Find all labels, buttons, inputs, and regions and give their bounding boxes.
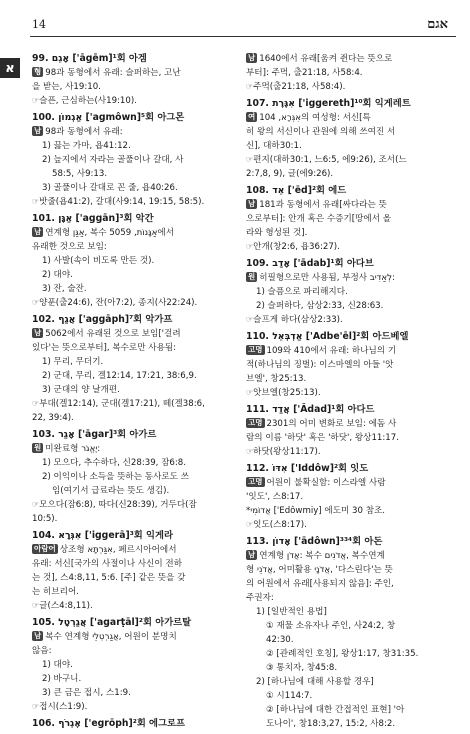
- entry-line: [246, 271, 458, 285]
- entry-headword: 105. אֲגַרְטָל ['agarṭāl]²회 아가르탈: [32, 617, 192, 628]
- entry-line: [246, 661, 458, 675]
- entry-text: 앗브엘(창25:13).: [253, 388, 321, 398]
- entry-line: [246, 212, 458, 226]
- part-of-speech-badge: 형: [34, 67, 42, 76]
- entry-text: 도나이', 창18:3,27, 15:2, 사8:2.: [266, 719, 396, 729]
- hand-pointer-icon: ☞: [246, 82, 254, 91]
- entry-line: [32, 181, 244, 195]
- entry-text: 히 왕의 서신이나 관원에 의해 쓰여진 서: [246, 127, 396, 137]
- entry-text: 주먹(출21:18, 사58:4).: [253, 82, 346, 92]
- entry-text: 1640에서 유래[움켜 쥔다는 뜻으로: [259, 54, 393, 64]
- entry-text: 1) 슬픔으로 파리해지다.: [256, 287, 348, 297]
- entry-text: 1) 무리, 무더기.: [42, 357, 104, 367]
- entry-line: [246, 358, 458, 372]
- entry-line: [246, 417, 458, 431]
- entry-text: *אֲדוֹמִי ['Edôwmiy] 에도미 30 참조.: [246, 506, 386, 516]
- entry-text: 연계형 אֲדֹן: 복수 אֲדֹנִים, 복수연계: [259, 551, 385, 561]
- entry-text: 42:30.: [266, 635, 294, 645]
- entry-text: 으로부터]: 안개 혹은 수증기[땅에서 올: [246, 214, 392, 224]
- entry-text: 연계형 אַגַּן, 복수 אַגָּנוֹת, 5059에서: [45, 228, 175, 238]
- part-of-speech-badge: 남: [34, 328, 42, 337]
- entry-line: [246, 66, 458, 80]
- entry-text: 1) 사발(속이 비도록 만든 것).: [42, 256, 155, 266]
- entry-text: ① 시114:7.: [266, 691, 313, 701]
- dictionary-entry: [246, 97, 458, 181]
- entry-text: 2) 대야.: [42, 270, 73, 280]
- entry-line: [32, 355, 244, 369]
- entry-line: [32, 327, 244, 341]
- entry-text: 부터]: 주먹, 출21:18, 사58:4.: [246, 68, 363, 78]
- entry-line: [32, 543, 244, 557]
- entry-text: 는 히브리어.: [32, 587, 79, 597]
- left-column: [32, 52, 244, 734]
- entry-kjv-reference: [32, 296, 244, 310]
- part-of-speech-badge: 고명: [248, 418, 263, 427]
- entry-line: [246, 647, 458, 661]
- entry-line: [246, 344, 458, 358]
- entry-text: 3) 큰 금은 접시, 스1:9.: [42, 688, 131, 698]
- entry-text: 을 받는, 사19:10.: [32, 82, 101, 92]
- hand-pointer-icon: ☞: [246, 242, 254, 251]
- entry-headword: 111. אֲדַד ['Ădad]¹회 아다드: [246, 404, 375, 415]
- part-of-speech-badge: 고명: [248, 477, 263, 486]
- entry-headword: 108. אֵד ['ēd]²회 에드: [246, 185, 347, 196]
- entry-text: 임(여기서 급료라는 뜻도 생김).: [52, 486, 170, 496]
- entry-line: [246, 703, 458, 717]
- entry-kjv-reference: [246, 80, 458, 94]
- entry-line: [32, 369, 244, 383]
- entry-line: [246, 372, 458, 386]
- entry-text: 형 אֲדֹנֵי, 어미활용 אֲדֹנָי, '다스린다'는 뜻: [246, 565, 393, 575]
- entry-line: [246, 591, 458, 605]
- entry-headword: 104. אִגְּרָא ['iggerā]³회 익게라: [32, 530, 173, 541]
- entry-line: [32, 153, 244, 167]
- entry-line: [32, 686, 244, 700]
- entry-line: [246, 605, 458, 619]
- entry-text: 22, 39:4).: [32, 413, 74, 423]
- entry-text: 1) [일반적인 용법]: [256, 607, 327, 617]
- entry-headword: 99. אָגֵם ['āgēm]¹회 아겜: [32, 53, 147, 64]
- entry-text: 5062에서 유래된 것으로 보임['걸려: [45, 329, 181, 339]
- entry-text: 는 것], 스4:8,11, 5:6. [주] 같은 뜻을 갖: [32, 573, 186, 583]
- entry-line: [246, 52, 458, 66]
- hand-pointer-icon: ☞: [32, 96, 40, 105]
- running-head: אגם: [427, 17, 448, 32]
- entry-text: ② [하나님에 대한 간접적인 표현] '아: [266, 705, 405, 715]
- part-of-speech-badge: 원: [248, 272, 256, 281]
- entry-line: [246, 226, 458, 240]
- entry-line: [246, 689, 458, 703]
- entry-line: [246, 563, 458, 577]
- entry-kjv-reference: [32, 498, 244, 512]
- entry-line: [32, 383, 244, 397]
- entry-line: [246, 476, 458, 490]
- entry-headword: 110. אַדְבְּאֵל ['Adbe'ēl]²회 아드베엘: [246, 331, 409, 342]
- entry-headword: 102. אֲגַף ['aggāph]⁷회 악가프: [32, 314, 173, 325]
- entry-headword: 100. אַגְמוֹן ['agmôwn]⁵회 아그몬: [32, 112, 185, 123]
- entry-text: 의 어원에서 유래[사용되지 않음]: 주인,: [246, 579, 394, 589]
- entry-headword: 103. אָגַר ['āgar]³회 아가르: [32, 429, 157, 440]
- entry-line: [32, 442, 244, 456]
- entry-kjv-reference: [32, 700, 244, 714]
- entry-text: '잇도', 스8:17.: [246, 492, 304, 502]
- entry-line: [32, 254, 244, 268]
- entry-text: ③ 통치자, 창45:8.: [266, 663, 338, 673]
- entry-line: [246, 717, 458, 731]
- entry-kjv-reference: [246, 153, 458, 167]
- entry-line: [32, 268, 244, 282]
- entry-line: [246, 285, 458, 299]
- entry-kjv-reference: [32, 195, 244, 209]
- dictionary-entry: [246, 257, 458, 327]
- entry-line: [32, 470, 244, 484]
- entry-text: 2301의 어미 변화로 보임: 에돔 사: [266, 419, 397, 429]
- entry-text: 밧줄(욥41:2), 갈대(사9:14, 19:15, 58:5).: [39, 197, 205, 207]
- entry-text: 미완료형 יֶאֱגֹר:: [45, 444, 101, 454]
- entry-kjv-reference: [246, 386, 458, 400]
- entry-text: 2) 슬퍼하다, 삼상2:33, 신28:63.: [256, 301, 384, 311]
- entry-line: [246, 198, 458, 212]
- entry-line: [32, 282, 244, 296]
- entry-headword: 106. אֶגְרֹף ['egrōph]²회 에그로프: [32, 718, 185, 729]
- entry-kjv-reference: [246, 313, 458, 327]
- hand-pointer-icon: ☞: [32, 702, 40, 711]
- entry-line: [32, 341, 244, 355]
- dictionary-entry: [32, 616, 244, 714]
- entry-line: [246, 299, 458, 313]
- entry-line: [32, 512, 244, 526]
- entry-text: 98과 동형에서 유래: 슬퍼하는, 고난: [45, 68, 181, 78]
- entry-text: 98과 동형에서 유래:: [45, 127, 123, 137]
- entry-text: 슬픈, 근심하는(사19:10).: [39, 96, 137, 106]
- entry-text: 109와 410에서 유래: 하나님의 기: [266, 346, 397, 356]
- entry-text: 안개(창2:6, 욥36:27).: [253, 242, 340, 252]
- entry-text: ② [관례적인 호칭], 왕상1:17, 창31:35.: [266, 649, 419, 659]
- dictionary-entry: [32, 529, 244, 613]
- entry-line: [32, 644, 244, 658]
- entry-text: 있다'는 뜻으로부터], 복수로만 사용됨:: [32, 343, 177, 353]
- entry-text: 2) 이익이나 소득을 뜻하는 동사로도 쓰: [42, 472, 190, 482]
- entry-headword: 109. אָדַב ['ādab]¹회 아다브: [246, 258, 374, 269]
- entry-line: [32, 484, 244, 498]
- header-rule: [30, 36, 456, 37]
- entry-text: 유래한 것으로 보임:: [32, 242, 107, 252]
- entry-text: 라와 형성된 것].: [246, 228, 308, 238]
- entry-kjv-reference: [246, 240, 458, 254]
- entry-line: [32, 672, 244, 686]
- entry-line: [32, 167, 244, 181]
- entry-line: [246, 633, 458, 647]
- hand-pointer-icon: ☞: [32, 399, 40, 408]
- hand-pointer-icon: ☞: [32, 298, 40, 307]
- entry-line: [32, 80, 244, 94]
- entry-text: 주권자:: [246, 593, 274, 603]
- entry-text: 3) 골풀이나 갈대로 꼰 줄, 욥40:26.: [42, 183, 178, 193]
- entry-text: 양푼(출24:6), 잔(아7:2), 종지(사22:24).: [39, 298, 198, 308]
- entry-headword: 113. אָדוֹן ['ādôwn]³³⁴회 아돈: [246, 536, 383, 547]
- entry-text: 1) 끓는 가마, 욥41:12.: [42, 141, 131, 151]
- hand-pointer-icon: ☞: [246, 447, 254, 456]
- entry-text: 2) [하나님에 대해 사용할 경우]: [256, 677, 374, 687]
- entry-text: 3) 군대의 양 날개편.: [42, 385, 120, 395]
- dictionary-entry: [32, 717, 244, 731]
- entry-text: 3) 잔, 술잔.: [42, 284, 87, 294]
- hand-pointer-icon: ☞: [32, 601, 40, 610]
- entry-text: 접시(스1:9).: [39, 702, 88, 712]
- entry-text: 신], 대하30:1.: [246, 141, 302, 151]
- part-of-speech-badge: 원: [34, 443, 42, 452]
- entry-line: [32, 585, 244, 599]
- entry-text: ① 재물 소유자나 주인, 사24:2, 창: [266, 621, 396, 631]
- part-of-speech-badge: 여: [248, 112, 256, 121]
- hand-pointer-icon: ☞: [246, 388, 254, 397]
- entry-text: 1) 모으다, 추수하다, 신28:39, 잠6:8.: [42, 458, 186, 468]
- entry-text: 유래: 서신[국가의 사절이나 사신이 전하: [32, 559, 183, 569]
- entry-text: 부대(겔12:14), 군대(겔17:21), 떼(겔38:6,: [39, 399, 205, 409]
- entry-text: 모으다(잠6:8), 따다(신28:39), 거두다(잠: [39, 500, 197, 510]
- dictionary-entry: [246, 52, 458, 94]
- part-of-speech-badge: 남: [248, 550, 256, 559]
- entry-text: 않음:: [32, 646, 52, 656]
- entry-line: [32, 240, 244, 254]
- entry-line: [246, 549, 458, 563]
- entry-headword: 112. אִדּוֹ ['Iddôw]²회 잇도: [246, 463, 369, 474]
- entry-headword: 101. אַגָּן ['aggān]³회 악간: [32, 213, 154, 224]
- entry-text: 적(하나님의 징벌): 이스마엘의 아들 '앗: [246, 360, 394, 370]
- entry-text: 브엘', 창25:13.: [246, 374, 307, 384]
- entry-text: 2:7,8, 9), 글(에9:26).: [246, 169, 334, 179]
- entry-text: 2) 바구니.: [42, 674, 82, 684]
- entry-line: [32, 411, 244, 425]
- entry-line: [246, 490, 458, 504]
- entry-line: [246, 167, 458, 181]
- entry-text: 1) 대야.: [42, 660, 73, 670]
- dictionary-entry: [246, 330, 458, 400]
- entry-line: [32, 226, 244, 240]
- dictionary-entry: [32, 111, 244, 209]
- entry-line: [246, 125, 458, 139]
- part-of-speech-badge: 남: [248, 199, 256, 208]
- entry-text: 10:5).: [32, 514, 58, 524]
- dictionary-entry: [246, 184, 458, 254]
- entry-text: 람의 이름 '하닷' 혹은 '하닷', 왕상11:17.: [246, 433, 399, 443]
- entry-kjv-reference: [246, 518, 458, 532]
- page-header: [0, 0, 470, 40]
- entry-text: 2) 늪지에서 자라는 골풀이나 갈대, 사: [42, 155, 184, 165]
- entry-text: 하닷(왕상11:17).: [253, 447, 321, 457]
- entry-line: [32, 456, 244, 470]
- entry-text: 58:5, 사9:13.: [52, 169, 108, 179]
- part-of-speech-badge: 남: [248, 53, 256, 62]
- entry-text: 잇도(스8:17).: [253, 520, 307, 530]
- entry-line: [246, 577, 458, 591]
- thumb-index-tab: א: [0, 58, 20, 78]
- entry-text: 2) 군대, 무리, 겔12:14, 17:21, 38:6,9.: [42, 371, 197, 381]
- entry-line: [32, 66, 244, 80]
- dictionary-entry: [246, 535, 458, 731]
- dictionary-entry: [246, 403, 458, 459]
- entry-text: 181과 동형에서 유래[싸다라는 뜻: [259, 200, 387, 210]
- dictionary-entry: [32, 313, 244, 425]
- part-of-speech-badge: 남: [34, 631, 42, 640]
- entry-line: [246, 619, 458, 633]
- hand-pointer-icon: ☞: [32, 197, 40, 206]
- hand-pointer-icon: ☞: [246, 155, 254, 164]
- dictionary-entry: [32, 428, 244, 526]
- entry-kjv-reference: [246, 445, 458, 459]
- entry-text: 어원이 불확실함: 이스라엘 사람: [266, 478, 386, 488]
- entry-text: אִגְּרָא, 104의 여성형: 서신[특: [259, 113, 371, 123]
- entry-line: [32, 125, 244, 139]
- entry-text: 상조형 אִגַּרְתָּא, 페르시아어에서: [59, 545, 177, 555]
- entry-line: [32, 658, 244, 672]
- part-of-speech-badge: 남: [34, 227, 42, 236]
- right-column: [246, 52, 458, 734]
- entry-headword: 107. אִגֶּרֶת ['iggereth]¹⁰회 익게레트: [246, 98, 411, 109]
- entry-line: [32, 630, 244, 644]
- hand-pointer-icon: ☞: [32, 500, 40, 509]
- entry-line: [32, 571, 244, 585]
- entry-text: 복수 연계형 אֲגַרְטְלֵי, 어원이 분명치: [45, 632, 177, 642]
- dictionary-entry: [32, 52, 244, 108]
- entry-text: 슬프게 하다(삼상2:33).: [253, 315, 343, 325]
- entry-line: [246, 675, 458, 689]
- entry-kjv-reference: [32, 599, 244, 613]
- dictionary-entry: [32, 212, 244, 310]
- dictionary-entry: [246, 462, 458, 532]
- part-of-speech-badge: 고명: [248, 345, 263, 354]
- entry-line: [32, 139, 244, 153]
- entry-text: 히필형으로만 사용됨, 부정사 לְאַדִיב:: [259, 273, 395, 283]
- hand-pointer-icon: ☞: [246, 520, 254, 529]
- entry-line: [32, 557, 244, 571]
- page-number: 14: [32, 18, 46, 31]
- entry-line: [246, 504, 458, 518]
- entry-line: [246, 111, 458, 125]
- part-of-speech-badge: 아람어: [34, 544, 56, 553]
- entry-line: [246, 139, 458, 153]
- entry-kjv-reference: [32, 94, 244, 108]
- entry-text: 글(스4:8,11).: [39, 601, 93, 611]
- entry-text: 편지(대하30:1, 느6:5, 에9:26), 조서(느: [253, 155, 407, 165]
- entry-kjv-reference: [32, 397, 244, 411]
- hand-pointer-icon: ☞: [246, 315, 254, 324]
- entry-line: [246, 431, 458, 445]
- part-of-speech-badge: 남: [34, 126, 42, 135]
